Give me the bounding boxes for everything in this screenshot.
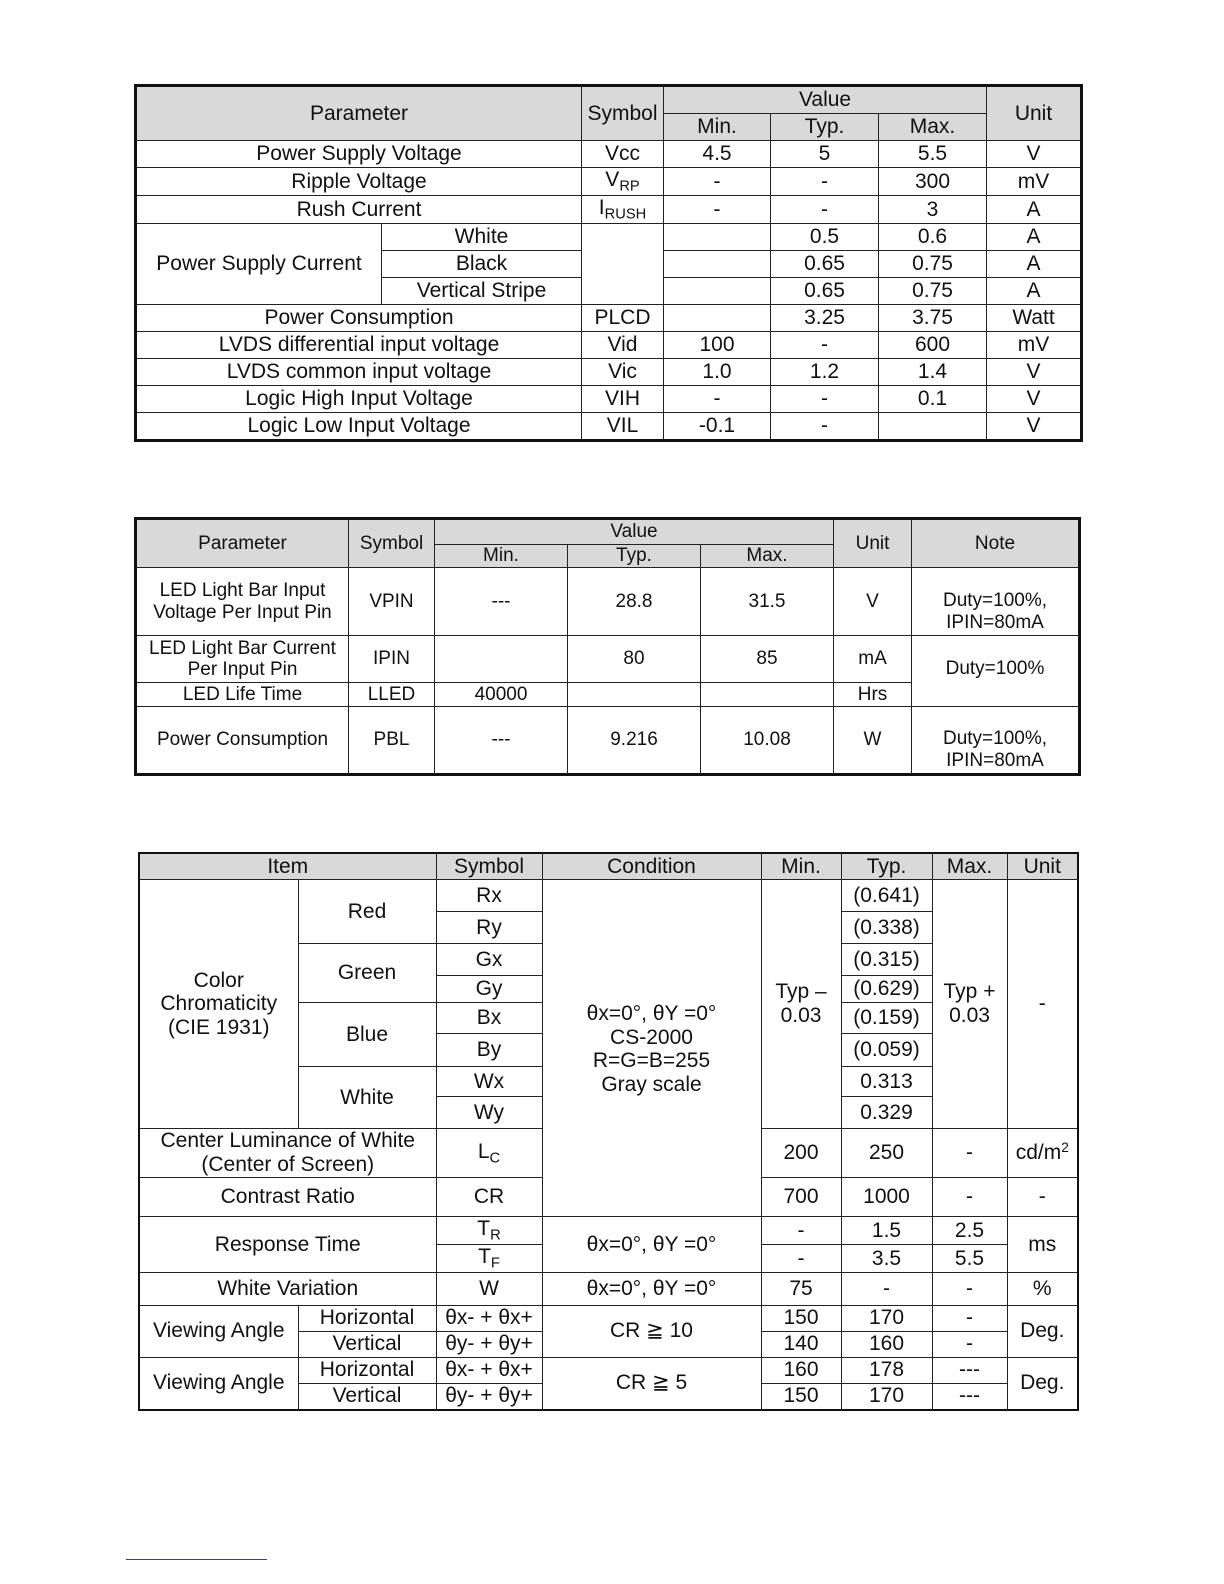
condition-line: CS-2000: [610, 1025, 693, 1049]
max-cell: [879, 412, 987, 440]
footnote-divider: [126, 1559, 267, 1560]
header-parameter: Parameter: [136, 86, 582, 141]
condition-cell: [542, 880, 761, 1217]
condition-cell: θx=0°, θY =0°: [542, 1217, 761, 1273]
header-unit: Unit: [987, 86, 1082, 141]
max-cell: -: [932, 1305, 1007, 1331]
max-cell: 85: [701, 636, 834, 683]
table-row: [136, 223, 1082, 250]
optical-characteristics-table: [138, 852, 1079, 1411]
symbol-main: I: [598, 195, 605, 219]
header-typ: Typ.: [771, 114, 879, 141]
typ-cell: [568, 683, 701, 707]
color-cell: Green: [298, 944, 436, 1003]
condition-line: Gray scale: [601, 1072, 702, 1096]
max-cell: [701, 683, 834, 707]
typ-cell: 5: [771, 141, 879, 168]
symbol-cell: θy- + θy+: [436, 1331, 542, 1357]
table-row: [136, 636, 1080, 683]
symbol-cell: [436, 1244, 542, 1272]
typ-cell: 178: [841, 1357, 932, 1383]
table-row: [136, 304, 1082, 331]
header-min: Min.: [761, 853, 841, 880]
symbol-cell: Gy: [436, 976, 542, 1003]
typ-cell: 1000: [841, 1178, 932, 1217]
symbol-cell: PLCD: [582, 304, 664, 331]
symbol-cell: VPIN: [349, 568, 435, 636]
parameter-cell: Power Supply Voltage: [136, 141, 582, 168]
min-cell: 160: [761, 1357, 841, 1383]
unit-cell: V: [987, 385, 1082, 412]
symbol-cell: IPIN: [349, 636, 435, 683]
sub-parameter-cell: Black: [382, 250, 582, 277]
power-supply-current-label: Power Supply Current: [136, 223, 382, 304]
symbol-cell: [582, 223, 664, 304]
item-cell: White Variation: [139, 1272, 436, 1305]
sub-parameter-cell: White: [382, 223, 582, 250]
symbol-cell: By: [436, 1034, 542, 1067]
symbol-cell: W: [436, 1272, 542, 1305]
symbol-cell: Bx: [436, 1003, 542, 1034]
table-row: [139, 1272, 1078, 1305]
typ-cell: 170: [841, 1383, 932, 1410]
typ-cell: 80: [568, 636, 701, 683]
parameter-cell: Power Consumption: [136, 304, 582, 331]
unit-cell: A: [987, 195, 1082, 223]
max-cell: 5.5: [932, 1244, 1007, 1272]
symbol-cell: PBL: [349, 707, 435, 775]
unit-cell: V: [987, 358, 1082, 385]
symbol-cell: [436, 1217, 542, 1245]
symbol-cell: Vcc: [582, 141, 664, 168]
item-cell: Viewing Angle: [139, 1305, 298, 1357]
item-cell: Contrast Ratio: [139, 1178, 436, 1217]
parameter-cell: LVDS differential input voltage: [136, 331, 582, 358]
unit-sup: 2: [1061, 1140, 1069, 1156]
table-row: [139, 1217, 1078, 1245]
typ-cell: 250: [841, 1129, 932, 1178]
header-condition: Condition: [542, 853, 761, 880]
min-cell: [664, 223, 771, 250]
header-symbol: Symbol: [582, 86, 664, 141]
note-cell: Duty=100%, IPIN=80mA: [912, 707, 1080, 775]
electrical-characteristics-table: [134, 84, 1083, 442]
max-cell: ---: [932, 1357, 1007, 1383]
color-cell: White: [298, 1067, 436, 1129]
typ-cell: (0.641): [841, 880, 932, 912]
symbol-cell: [582, 168, 664, 196]
typ-cell: -: [771, 168, 879, 196]
header-max: Max.: [701, 545, 834, 568]
symbol-cell: Wx: [436, 1067, 542, 1097]
table-row: [136, 707, 1080, 775]
typ-cell: -: [771, 412, 879, 440]
unit-cell: V: [834, 568, 912, 636]
header-value: Value: [435, 519, 834, 545]
max-cell: ---: [932, 1383, 1007, 1410]
unit-cell: %: [1007, 1272, 1078, 1305]
direction-cell: Vertical: [298, 1331, 436, 1357]
max-cell: 3: [879, 195, 987, 223]
color-cell: Blue: [298, 1003, 436, 1067]
symbol-cell: θx- + θx+: [436, 1357, 542, 1383]
symbol-sub: C: [489, 1149, 501, 1166]
unit-cell: A: [987, 223, 1082, 250]
typ-cell: -: [771, 195, 879, 223]
max-cell: 31.5: [701, 568, 834, 636]
table-row: [136, 358, 1082, 385]
unit-cell: [1007, 1129, 1078, 1178]
color-cell: Red: [298, 880, 436, 944]
typ-cell: 0.65: [771, 250, 879, 277]
symbol-cell: CR: [436, 1178, 542, 1217]
item-cell: Response Time: [139, 1217, 436, 1273]
symbol-cell: [582, 195, 664, 223]
min-cell: 150: [761, 1383, 841, 1410]
note-cell: Duty=100%, IPIN=80mA: [912, 568, 1080, 636]
unit-cell: mA: [834, 636, 912, 683]
table-row: [136, 195, 1082, 223]
max-cell: 600: [879, 331, 987, 358]
table-row: [139, 880, 1078, 912]
min-cell: [664, 304, 771, 331]
sub-parameter-cell: Vertical Stripe: [382, 277, 582, 304]
header-max: Max.: [932, 853, 1007, 880]
direction-cell: Horizontal: [298, 1305, 436, 1331]
symbol-cell: LLED: [349, 683, 435, 707]
max-cell: -: [932, 1272, 1007, 1305]
symbol-cell: Ry: [436, 912, 542, 944]
min-cell: [664, 250, 771, 277]
max-cell: 0.75: [879, 250, 987, 277]
unit-cell: -: [1007, 880, 1078, 1129]
unit-cell: A: [987, 250, 1082, 277]
typ-cell: (0.159): [841, 1003, 932, 1034]
typ-cell: 3.5: [841, 1244, 932, 1272]
max-cell: 0.1: [879, 385, 987, 412]
symbol-main: L: [477, 1139, 490, 1163]
header-symbol: Symbol: [349, 519, 435, 568]
unit-cell: W: [834, 707, 912, 775]
parameter-cell: LVDS common input voltage: [136, 358, 582, 385]
max-cell: 0.6: [879, 223, 987, 250]
table-row: [136, 168, 1082, 196]
typ-cell: (0.315): [841, 944, 932, 976]
max-cell: -: [932, 1331, 1007, 1357]
typ-cell: 1.5: [841, 1217, 932, 1245]
min-cell: -0.1: [664, 412, 771, 440]
typ-cell: -: [841, 1272, 932, 1305]
typ-cell: 0.5: [771, 223, 879, 250]
typ-cell: -: [771, 331, 879, 358]
chromaticity-label: Color Chromaticity (CIE 1931): [139, 880, 298, 1129]
typ-cell: 9.216: [568, 707, 701, 775]
min-cell: 700: [761, 1178, 841, 1217]
parameter-cell: Power Consumption: [136, 707, 349, 775]
item-cell: Viewing Angle: [139, 1357, 298, 1410]
typ-cell: -: [771, 385, 879, 412]
unit-cell: Deg.: [1007, 1357, 1078, 1410]
typ-cell: 0.313: [841, 1067, 932, 1097]
symbol-cell: [436, 1129, 542, 1178]
unit-cell: V: [987, 412, 1082, 440]
parameter-cell: LED Life Time: [136, 683, 349, 707]
typ-cell: 1.2: [771, 358, 879, 385]
unit-cell: A: [987, 277, 1082, 304]
parameter-cell: LED Light Bar Input Voltage Per Input Pin: [136, 568, 349, 636]
symbol-main: V: [605, 168, 620, 191]
min-cell: 1.0: [664, 358, 771, 385]
led-backlight-table: [134, 517, 1081, 776]
unit-cell: mV: [987, 168, 1082, 196]
parameter-cell: Rush Current: [136, 195, 582, 223]
symbol-sub: R: [490, 1227, 501, 1244]
min-cell: -: [664, 195, 771, 223]
typ-cell: 160: [841, 1331, 932, 1357]
condition-cell: CR ≧ 10: [542, 1305, 761, 1357]
symbol-main: T: [477, 1217, 491, 1240]
typ-cell: 0.65: [771, 277, 879, 304]
max-cell: 2.5: [932, 1217, 1007, 1245]
min-cell: 150: [761, 1305, 841, 1331]
min-cell: [435, 636, 568, 683]
symbol-sub: RP: [619, 178, 640, 195]
symbol-main: T: [478, 1244, 491, 1268]
min-cell: ---: [435, 568, 568, 636]
max-cell: -: [932, 1129, 1007, 1178]
unit-cell: Watt: [987, 304, 1082, 331]
typ-cell: 28.8: [568, 568, 701, 636]
unit-cell: Hrs: [834, 683, 912, 707]
table-row: [136, 412, 1082, 440]
unit-cell: Deg.: [1007, 1305, 1078, 1357]
max-cell: -: [932, 1178, 1007, 1217]
max-cell: 10.08: [701, 707, 834, 775]
max-cell: 5.5: [879, 141, 987, 168]
min-cell: -: [761, 1244, 841, 1272]
symbol-sub: RUSH: [604, 206, 647, 223]
min-cell: [664, 277, 771, 304]
unit-cell: mV: [987, 331, 1082, 358]
header-parameter: Parameter: [136, 519, 349, 568]
unit-cell: V: [987, 141, 1082, 168]
header-typ: Typ.: [568, 545, 701, 568]
min-cell: 140: [761, 1331, 841, 1357]
header-symbol: Symbol: [436, 853, 542, 880]
symbol-cell: Vid: [582, 331, 664, 358]
min-cell: 4.5: [664, 141, 771, 168]
parameter-cell: LED Light Bar Current Per Input Pin: [136, 636, 349, 683]
header-unit: Unit: [1007, 853, 1078, 880]
min-cell: -: [664, 168, 771, 196]
table-row: [136, 568, 1080, 636]
table-row: [136, 385, 1082, 412]
min-cell: 75: [761, 1272, 841, 1305]
min-cell: 40000: [435, 683, 568, 707]
header-item: Item: [139, 853, 436, 880]
symbol-cell: Wy: [436, 1097, 542, 1129]
header-max: Max.: [879, 114, 987, 141]
symbol-cell: θy- + θy+: [436, 1383, 542, 1410]
condition-line: R=G=B=255: [592, 1049, 711, 1073]
unit-main: cd/m: [1015, 1141, 1062, 1165]
min-cell: ---: [435, 707, 568, 775]
typ-cell: (0.629): [841, 976, 932, 1003]
min-cell: 200: [761, 1129, 841, 1178]
max-cell: 300: [879, 168, 987, 196]
condition-line: θx=0°, θY =0°: [586, 1002, 717, 1025]
header-typ: Typ.: [841, 853, 932, 880]
typ-cell: (0.059): [841, 1034, 932, 1067]
max-cell: Typ + 0.03: [932, 880, 1007, 1129]
parameter-cell: Ripple Voltage: [136, 168, 582, 196]
max-cell: 0.75: [879, 277, 987, 304]
unit-cell: -: [1007, 1178, 1078, 1217]
typ-cell: 3.25: [771, 304, 879, 331]
parameter-cell: Logic High Input Voltage: [136, 385, 582, 412]
min-cell: -: [664, 385, 771, 412]
symbol-cell: Gx: [436, 944, 542, 976]
table-row: [139, 1357, 1078, 1383]
item-cell: Center Luminance of White (Center of Screen): [139, 1129, 436, 1178]
parameter-cell: Logic Low Input Voltage: [136, 412, 582, 440]
header-unit: Unit: [834, 519, 912, 568]
typ-cell: 0.329: [841, 1097, 932, 1129]
symbol-cell: VIH: [582, 385, 664, 412]
min-cell: 100: [664, 331, 771, 358]
header-min: Min.: [435, 545, 568, 568]
unit-cell: ms: [1007, 1217, 1078, 1273]
table-row: [136, 141, 1082, 168]
min-cell: -: [761, 1217, 841, 1245]
symbol-cell: Rx: [436, 880, 542, 912]
condition-cell: θx=0°, θY =0°: [542, 1272, 761, 1305]
symbol-cell: θx- + θx+: [436, 1305, 542, 1331]
table-row: [136, 331, 1082, 358]
condition-cell: CR ≧ 5: [542, 1357, 761, 1410]
header-min: Min.: [664, 114, 771, 141]
symbol-sub: F: [490, 1255, 500, 1272]
direction-cell: Vertical: [298, 1383, 436, 1410]
header-value: Value: [664, 86, 987, 114]
header-note: Note: [912, 519, 1080, 568]
typ-cell: 170: [841, 1305, 932, 1331]
table-row: [139, 1305, 1078, 1331]
direction-cell: Horizontal: [298, 1357, 436, 1383]
max-cell: 3.75: [879, 304, 987, 331]
typ-cell: (0.338): [841, 912, 932, 944]
max-cell: 1.4: [879, 358, 987, 385]
symbol-cell: VIL: [582, 412, 664, 440]
symbol-cell: Vic: [582, 358, 664, 385]
min-cell: Typ – 0.03: [761, 880, 841, 1129]
note-cell: Duty=100%: [912, 636, 1080, 707]
